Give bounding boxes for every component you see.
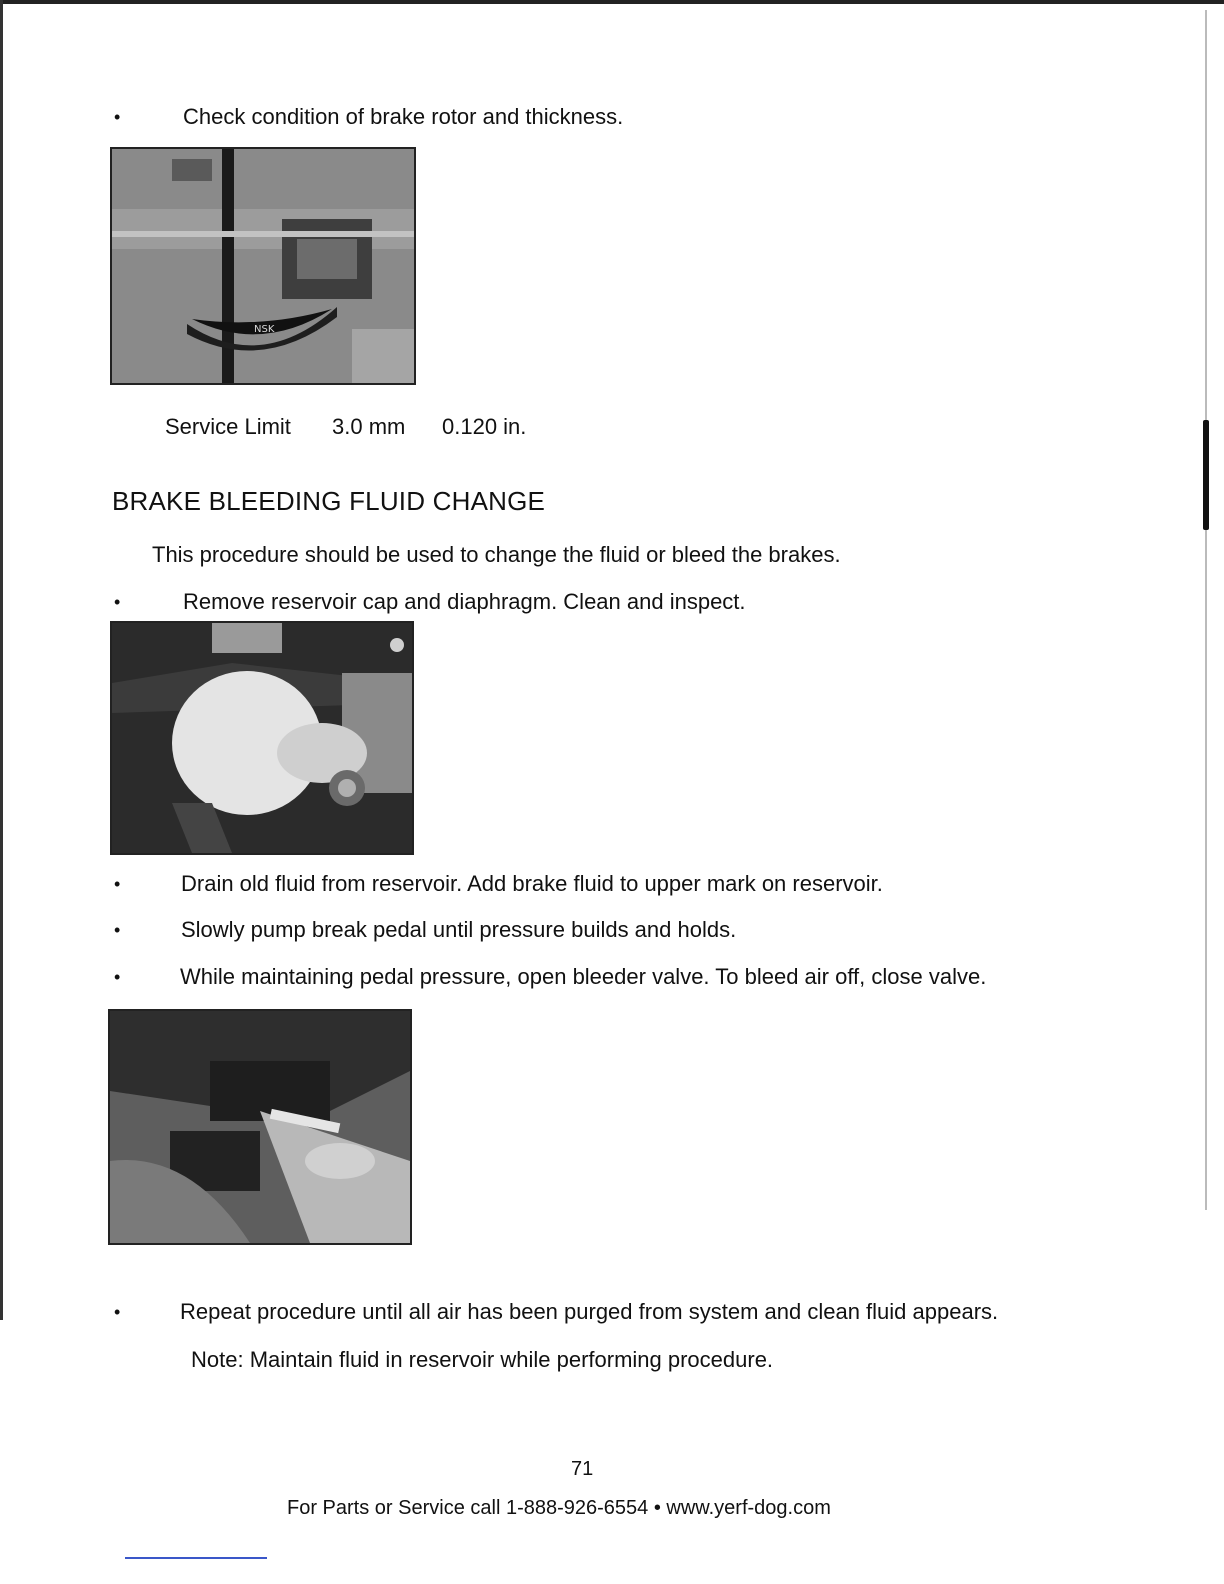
bullet-icon: • [114,920,121,940]
scan-edge-right [1205,10,1207,1210]
step-open-valve: While maintaining pedal pressure, open bleeder valve. To bleed air off, close valve. [180,964,987,989]
bullet-icon: • [114,1302,121,1322]
page-number: 71 [571,1458,594,1480]
section-intro: This procedure should be used to change the fluid or bleed the brakes. [152,542,841,567]
bottom-rule [125,1557,267,1559]
scan-edge-top [0,0,1224,4]
gauge-brand-marking: NSK [254,324,275,335]
rotor-measurement-photo [110,147,416,385]
bleeder-valve-photo [108,1009,412,1245]
service-limit-imperial: 0.120 in. [442,414,527,439]
service-limit-label: Service Limit [165,414,291,439]
step-repeat: Repeat procedure until all air has been purged from system and clean fluid appears. [180,1299,999,1324]
step-remove-cap: Remove reservoir cap and diaphragm. Clean and inspect. [183,589,746,614]
scan-mark [1203,420,1209,530]
bullet-icon: • [114,874,121,894]
footer-contact: For Parts or Service call 1-888-926-6554 • www.yerf-dog.com [287,1497,831,1519]
bullet-icon: • [114,592,121,612]
rotor-measurement-image [112,149,414,383]
bullet-icon: • [114,967,121,987]
step-pump-pedal: Slowly pump break pedal until pressure builds and holds. [181,917,737,942]
bleeder-valve-image [110,1011,410,1243]
reservoir-photo [110,621,414,855]
bullet-icon: • [114,107,121,127]
reservoir-image [112,623,412,853]
section-heading: BRAKE BLEEDING FLUID CHANGE [112,486,546,516]
scan-edge-left [0,0,3,1320]
step-drain-fluid: Drain old fluid from reservoir. Add brake fluid to upper mark on reservoir. [181,871,883,896]
step-check-rotor: Check condition of brake rotor and thickness. [183,104,624,129]
service-limit-metric: 3.0 mm [332,414,406,439]
procedure-note: Note: Maintain fluid in reservoir while performing procedure. [191,1347,774,1372]
